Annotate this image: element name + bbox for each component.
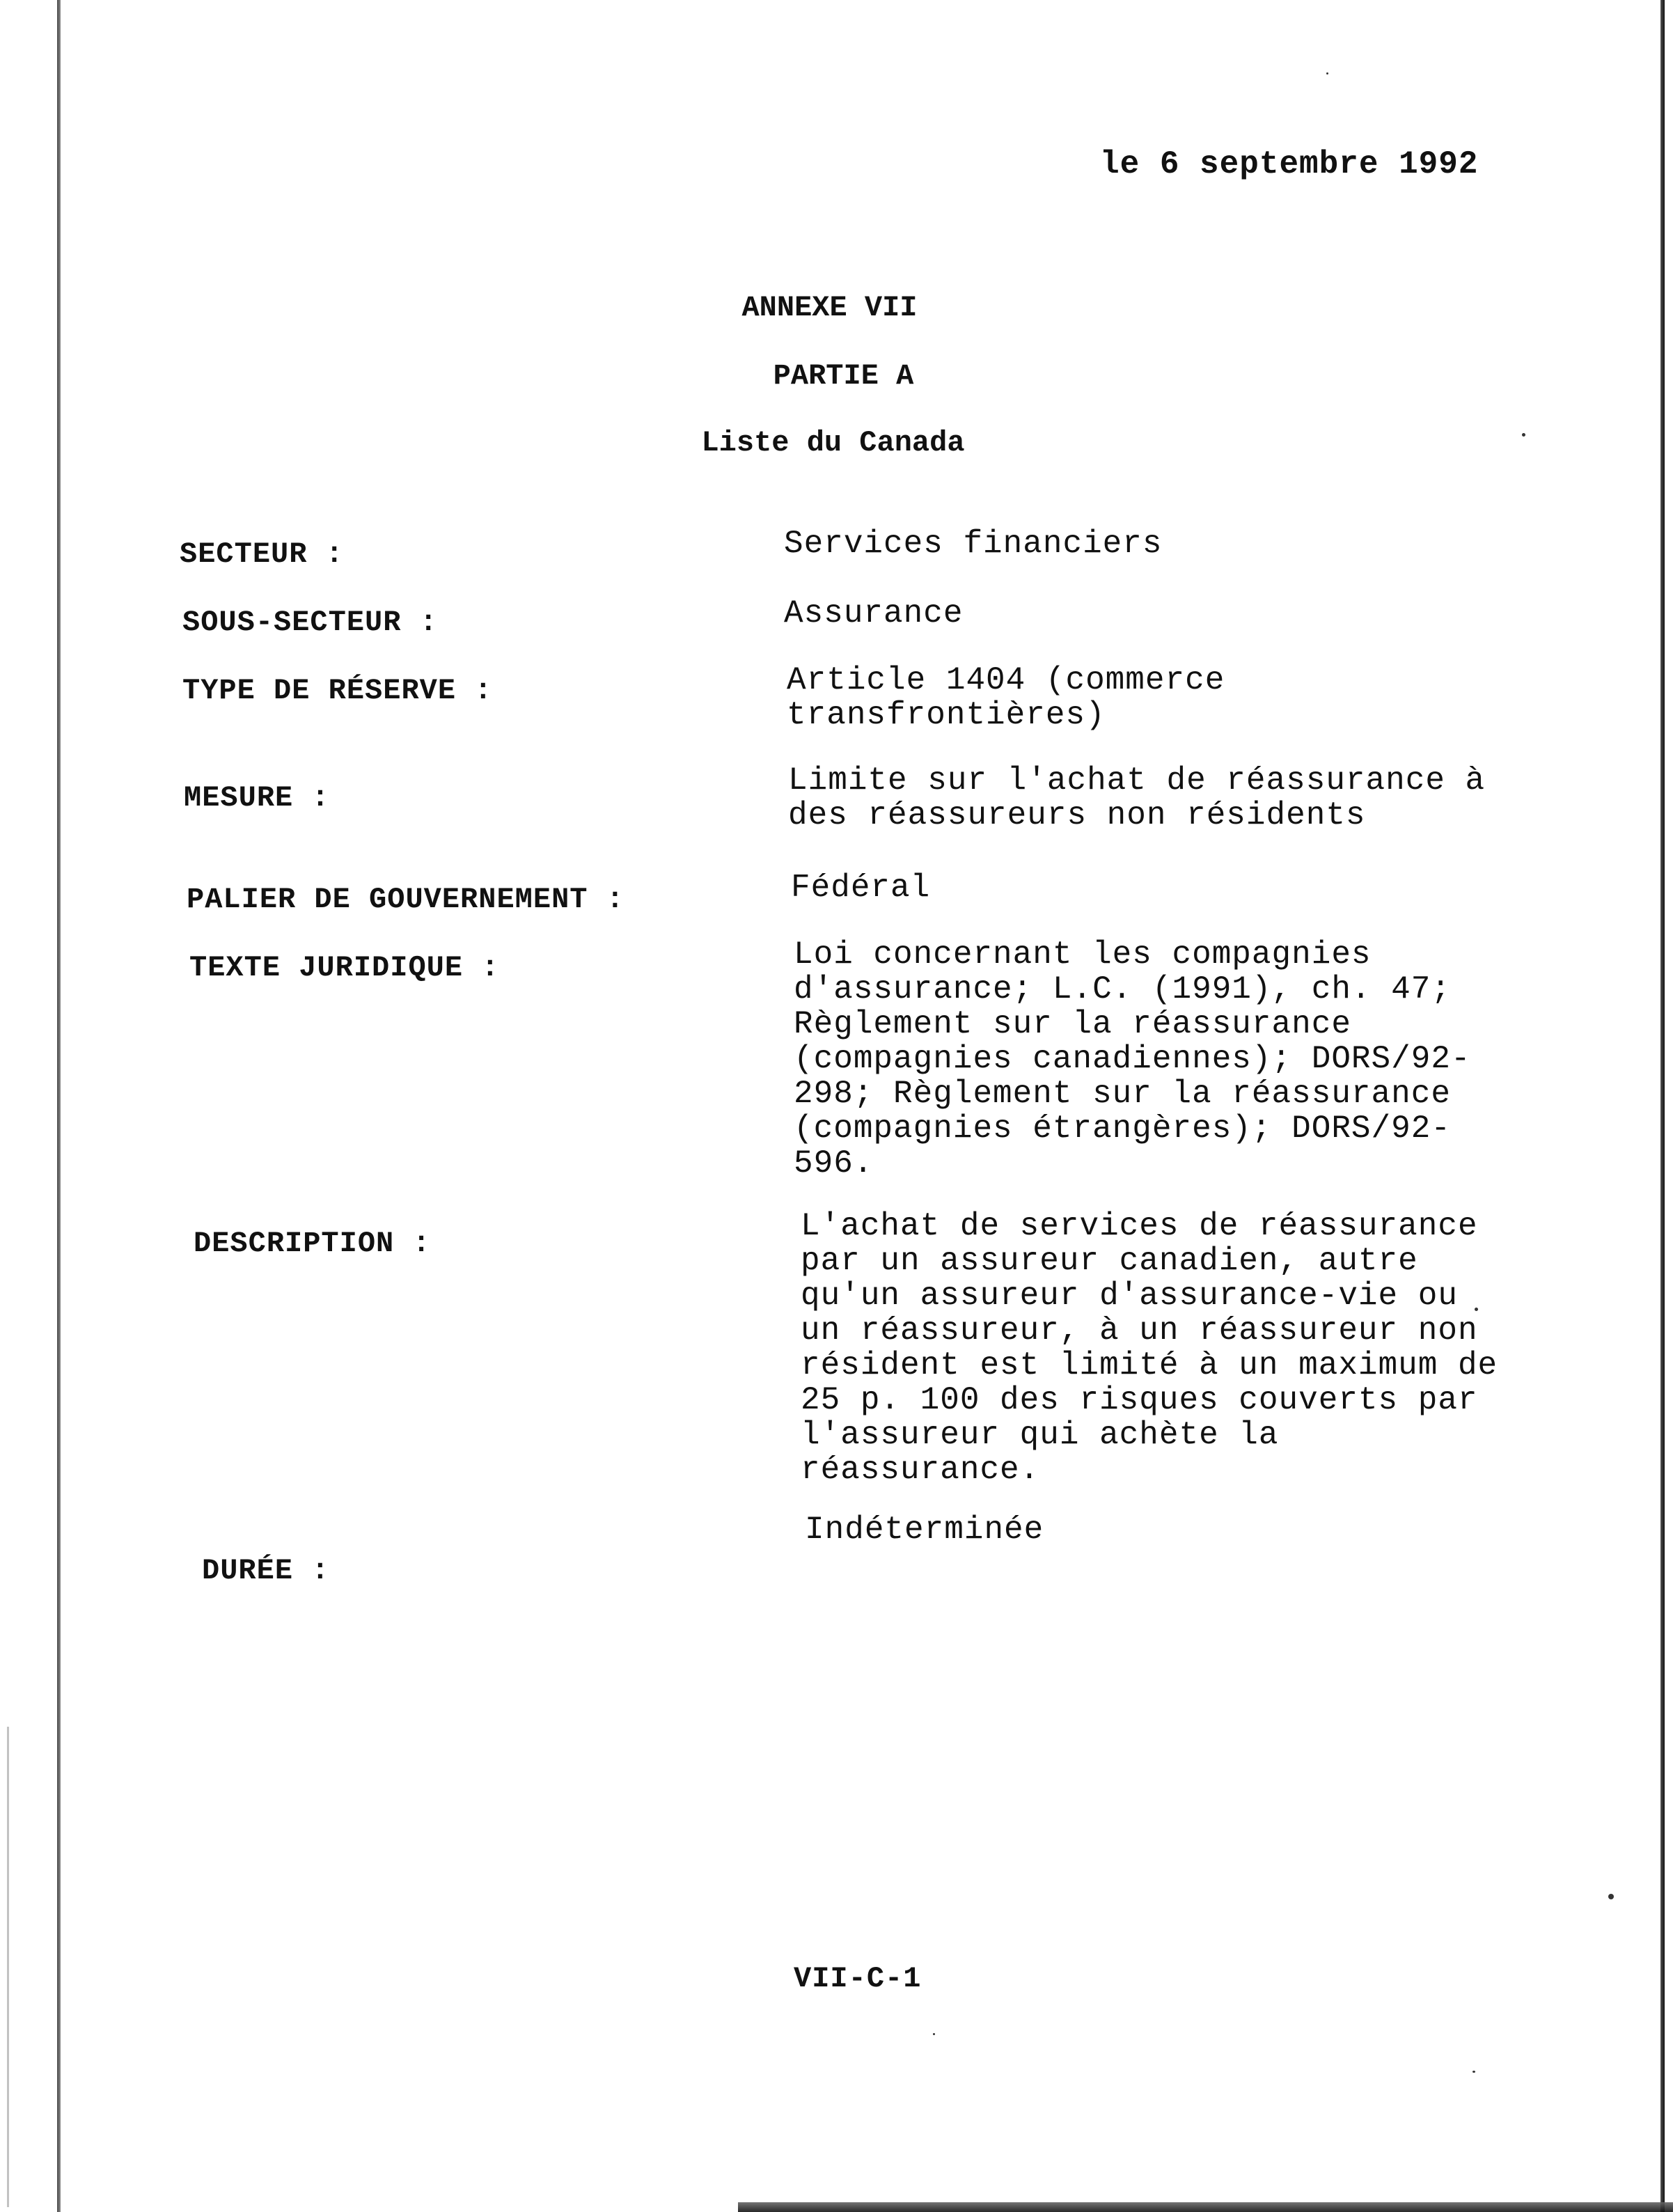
entry-value-duree: Indéterminée — [805, 1512, 1044, 1548]
entry-label-palier-de-gouvernement: PALIER DE GOUVERNEMENT : — [187, 883, 625, 916]
entry-label-mesure: MESURE : — [184, 781, 330, 815]
part-title: PARTIE A — [773, 359, 914, 393]
scan-speck — [1326, 72, 1328, 74]
entry-value-texte-juridique: Loi concernant les compagnies d'assurance; L.C. (1991), ch. 47; Règlement sur la réassurance (compagnies canadiennes); DORS/92- 298; Règlement sur la réassurance (compagnies étrangères); DORS/92- 596. — [794, 936, 1471, 1182]
scan-speck — [933, 2033, 935, 2035]
list-title: Liste du Canada — [701, 426, 965, 460]
scan-edge-right — [1660, 0, 1665, 2212]
scan-edge-left — [57, 0, 61, 2212]
entry-label-secteur: SECTEUR : — [180, 538, 344, 571]
scan-speck — [1608, 1894, 1614, 1899]
scan-edge-left-faint — [7, 1727, 9, 2207]
annex-title: ANNEXE VII — [741, 291, 918, 324]
entry-label-duree: DURÉE : — [202, 1554, 330, 1587]
entry-value-description: L'achat de services de réassurance par un assureur canadien, autre qu'un assureur d'assurance-vie ou un réassureur, à un réassureur non résident est limité à un maximum de 25 p. 100 des risques couverts par l'assureur qui achète la réassurance. — [801, 1208, 1498, 1488]
entry-label-texte-juridique: TEXTE JURIDIQUE : — [189, 951, 500, 985]
scan-edge-bottom — [738, 2202, 1673, 2212]
entry-value-sous-secteur: Assurance — [784, 595, 964, 632]
scan-speck — [1472, 2071, 1475, 2073]
entry-value-palier-de-gouvernement: Fédéral — [791, 870, 931, 906]
entry-value-secteur: Services financiers — [784, 526, 1163, 562]
page-number: VII-C-1 — [794, 1962, 922, 1995]
document-date: le 6 septembre 1992 — [1100, 146, 1479, 182]
entry-value-mesure: Limite sur l'achat de réassurance à des réassureurs non résidents — [788, 762, 1486, 833]
entry-label-description: DESCRIPTION : — [194, 1227, 431, 1260]
entry-label-type-de-reserve: TYPE DE RÉSERVE : — [182, 674, 493, 707]
entry-label-sous-secteur: SOUS-SECTEUR : — [182, 606, 438, 639]
entry-value-type-de-reserve: Article 1404 (commerce transfrontières) — [787, 662, 1225, 733]
